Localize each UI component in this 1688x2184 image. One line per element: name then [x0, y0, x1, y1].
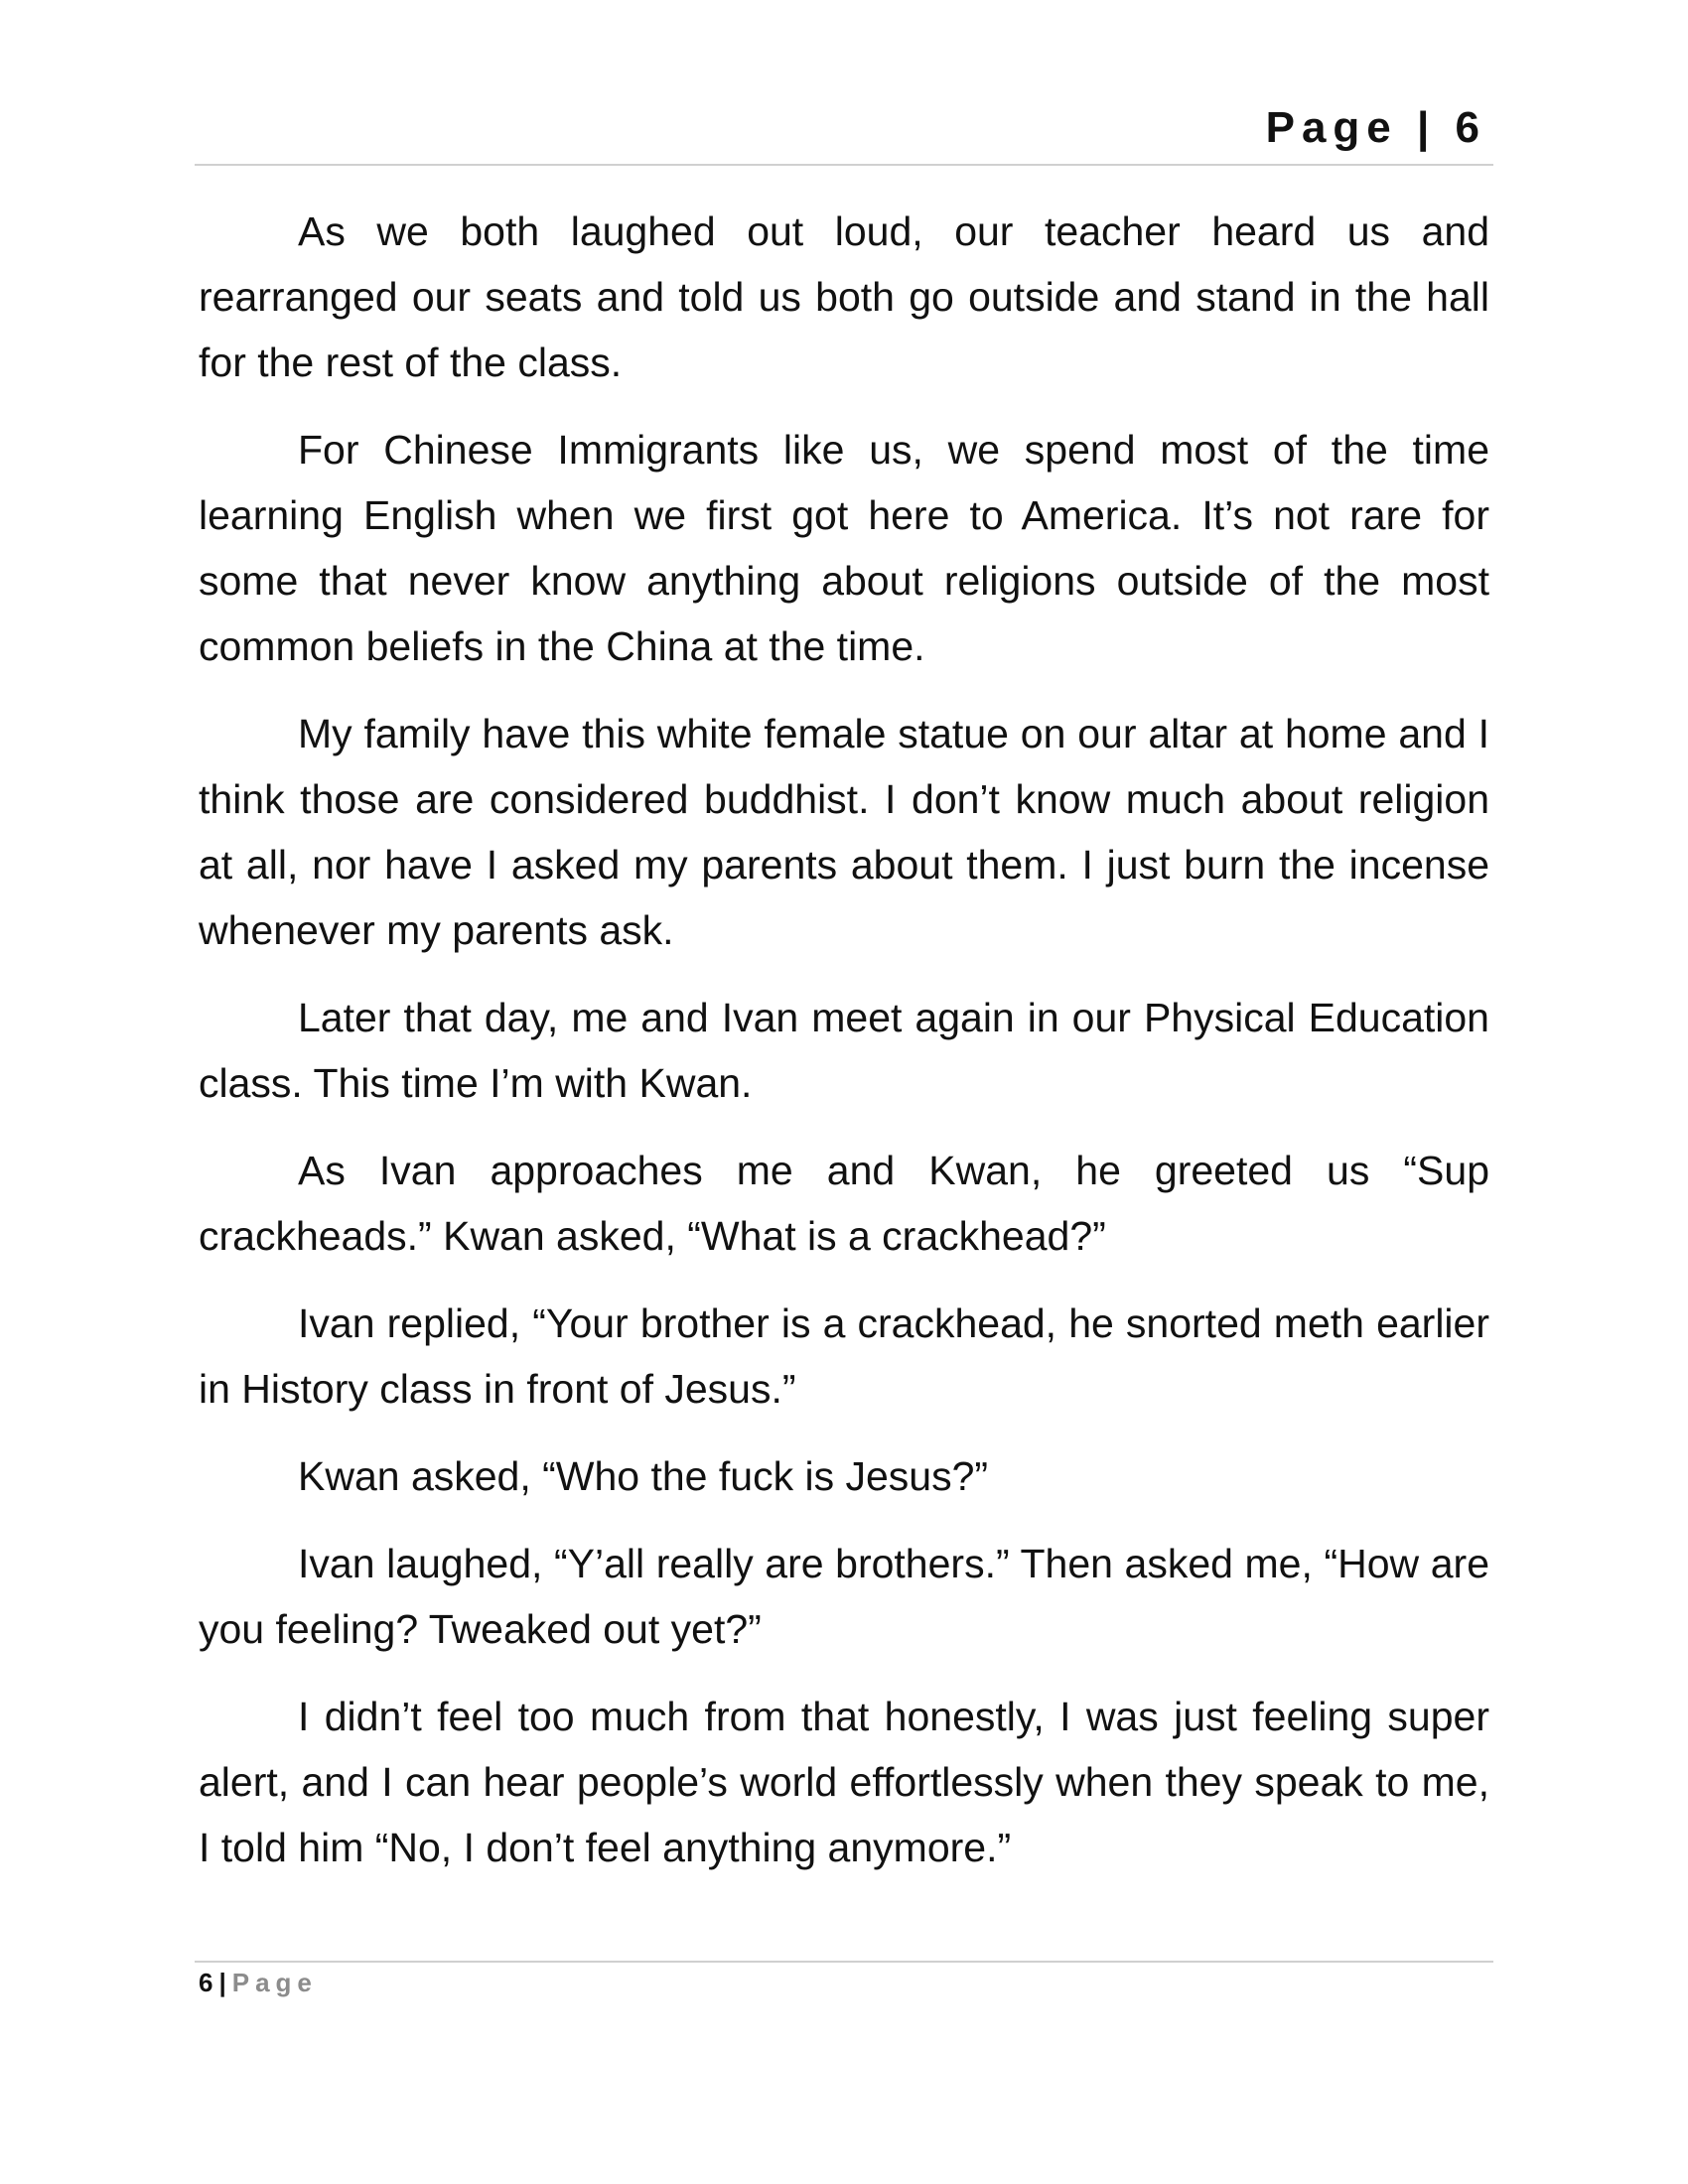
- paragraph: Kwan asked, “Who the fuck is Jesus?”: [298, 1453, 989, 1499]
- paragraph: Ivan laughed, “Y’all really are brothers.” Then asked me, “How are you feeling? Tweaked out yet?”: [199, 1541, 1489, 1652]
- header-divider: [195, 164, 1493, 166]
- paragraph: As we both laughed out loud, our teacher heard us and rearranged our seats and told us both go outside and stand in the hall for the rest of the class.: [199, 208, 1489, 385]
- footer-separator: |: [218, 1968, 226, 1997]
- page-header-label: Page | 6: [1265, 103, 1486, 152]
- paragraph: Later that day, me and Ivan meet again in our Physical Education class. This time I’m with Kwan.: [199, 995, 1489, 1106]
- paragraph: My family have this white female statue on our altar at home and I think those are considered buddhist. I don’t know much about religion at all, nor have I asked my parents about them. I just burn the incense whenever my parents ask.: [199, 711, 1489, 953]
- paragraph: I didn’t feel too much from that honestly, I was just feeling super alert, and I can hear people’s world effortlessly when they speak to me, I told him “No, I don’t feel anything anymore.”: [199, 1694, 1489, 1870]
- footer-page-word: Page: [231, 1968, 318, 1997]
- paragraph: For Chinese Immigrants like us, we spend most of the time learning English when we first got here to America. It’s not rare for some that never know anything about religions outside of the most common beliefs in the China at the time.: [199, 427, 1489, 669]
- footer-page-number: 6: [199, 1968, 213, 1997]
- paragraph: Ivan replied, “Your brother is a crackhead, he snorted meth earlier in History class in front of Jesus.”: [199, 1300, 1489, 1412]
- paragraph: As Ivan approaches me and Kwan, he greeted us “Sup crackheads.” Kwan asked, “What is a crackhead?”: [199, 1148, 1489, 1259]
- footer-divider: [195, 1961, 1493, 1963]
- document-body: [199, 199, 1489, 1902]
- page-footer-label: [199, 1968, 318, 1998]
